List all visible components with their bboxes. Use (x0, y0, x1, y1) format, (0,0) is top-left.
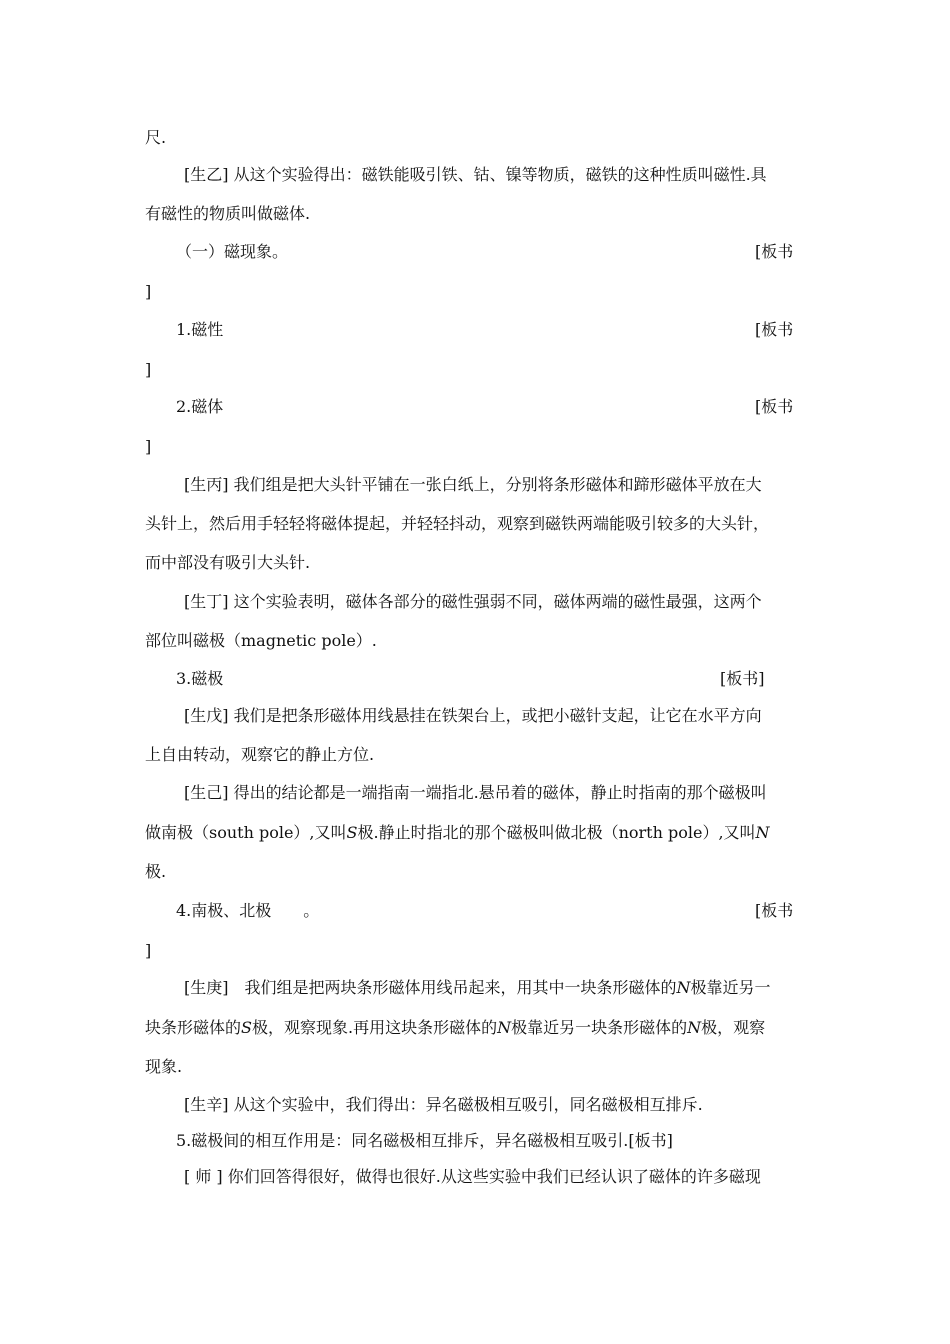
symbol-n: N (755, 823, 770, 842)
paragraph-line (145, 822, 770, 844)
board-note-bracket: ] (145, 282, 152, 301)
board-note: [板书 (755, 242, 794, 261)
board-note-bracket: ] (145, 437, 152, 456)
paragraph-line: 部位叫磁极（magnetic pole）. (145, 631, 377, 650)
paragraph-line: 上自由转动，观察它的静止方位. (145, 745, 375, 764)
paragraph-line: [生丙] 我们组是把大头针平铺在一张白纸上，分别将条形磁体和蹄形磁体平放在大 (184, 475, 762, 494)
paragraph-line: 现象. (145, 1057, 183, 1076)
paragraph-line (145, 1017, 765, 1039)
text-run: 块条形磁体的 (145, 1018, 242, 1037)
list-item: 5.磁极间的相互作用是：同名磁极相互排斥，异名磁极相互吸引.[板书] (176, 1131, 673, 1150)
board-note-bracket: ] (145, 941, 152, 960)
board-note: [板书 (755, 320, 794, 339)
paragraph-line: [生戊] 我们是把条形磁体用线悬挂在铁架台上，或把小磁针支起，让它在水平方向 (184, 706, 762, 725)
paragraph-line: 有磁性的物质叫做磁体. (145, 204, 311, 223)
paragraph-line: 头针上，然后用手轻轻将磁体提起，并轻轻抖动，观察到磁铁两端能吸引较多的大头针， (145, 514, 770, 533)
section-heading: （一）磁现象。 (176, 242, 289, 261)
list-item: 4.南极、北极 。 (176, 901, 320, 920)
board-note: [板书 (755, 901, 794, 920)
text-run: 做南极（south pole）,又叫 (145, 823, 347, 842)
text-run: [生庚] 我们组是把两块条形磁体用线吊起来，用其中一块条形磁体的 (184, 978, 677, 997)
symbol-n: N (497, 1018, 512, 1037)
paragraph-line: 而中部没有吸引大头针. (145, 553, 311, 572)
paragraph-line (184, 977, 771, 999)
text-run: 极靠近另一 (690, 978, 771, 997)
text-run: 极靠近另一块条形磁体的 (511, 1018, 688, 1037)
board-note: [板书] (720, 669, 765, 688)
board-note: [板书 (755, 397, 794, 416)
paragraph-line: [生己] 得出的结论都是一端指南一端指北.悬吊着的磁体，静止时指南的那个磁极叫 (184, 783, 767, 802)
list-item: 1.磁性 (176, 320, 224, 339)
paragraph-line: [生丁] 这个实验表明，磁体各部分的磁性强弱不同，磁体两端的磁性最强，这两个 (184, 592, 762, 611)
symbol-s: S (346, 823, 358, 842)
list-item: 2.磁体 (176, 397, 224, 416)
paragraph-line: [生乙] 从这个实验得出：磁铁能吸引铁、钴、镍等物质，磁铁的这种性质叫磁性.具 (184, 165, 767, 184)
paragraph-line: 尺. (145, 128, 167, 147)
paragraph-line: [ 师 ] 你们回答得很好，做得也很好.从这些实验中我们已经认识了磁体的许多磁现 (184, 1167, 761, 1186)
symbol-s: S (241, 1018, 252, 1037)
symbol-n: N (687, 1018, 702, 1037)
symbol-n: N (676, 978, 691, 997)
text-run: 极.静止时指北的那个磁极叫做北极（north pole）,又叫 (357, 823, 756, 842)
text-run: 极，观察 (701, 1018, 766, 1037)
paragraph-line: [生辛] 从这个实验中，我们得出：异名磁极相互吸引，同名磁极相互排斥. (184, 1095, 703, 1114)
text-run: 极，观察现象.再用这块条形磁体的 (251, 1018, 498, 1037)
list-item: 3.磁极 (176, 669, 224, 688)
board-note-bracket: ] (145, 360, 152, 379)
paragraph-line: 极. (145, 862, 167, 881)
